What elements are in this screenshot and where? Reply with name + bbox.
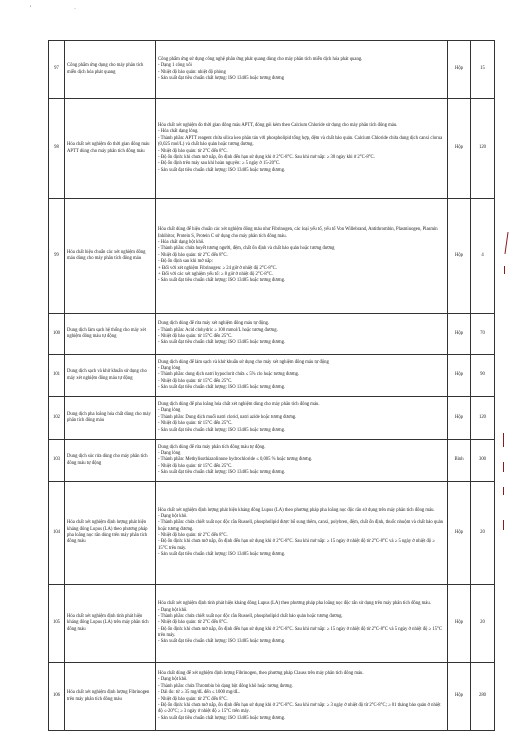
description-line: - Sản xuất đạt tiêu chuẩn chất lượng: ISO 13485 hoặc tương đương. [158, 340, 286, 346]
description-line: - Độ ổn định: khi chưa mở nắp, ổn định đến hạn sử dụng khi ở 2°C-8°C. Sau khi mở nắp: ≥ 30 ngày khi ở 2°C-8°C. [158, 154, 375, 160]
description-line: Dung dịch dùng để rửa máy phân tích đông máu tự động. [158, 444, 266, 450]
product-name: Hóa chất xét nghiệm định lượng Fibrinogen trên máy phân tích đông máu [65, 663, 156, 731]
row-number: 103 [49, 440, 65, 482]
description-line: - Thành phần: APTT reagent chứa silica keo phân tán với phospholipid tổng hợp, đệm và chất bảo quản. Calcium Chloride chứa dung dịch canxi clorua (0,025 mol/L) và chất bảo quản hoặc tương đương. [158, 135, 443, 148]
table-row [49, 585, 495, 663]
table-row [49, 355, 495, 397]
row-number: 105 [49, 585, 65, 663]
description-line: - Dạng lỏng [158, 365, 181, 371]
description-line: - Sản xuất đạt tiêu chuẩn chất lượng: ISO 13485 hoặc tương đương. [158, 427, 286, 433]
quantity-cell: 70 [471, 314, 495, 355]
table-row [49, 199, 495, 314]
description-line: - Nhiệt độ bảo quản: từ 2°C đến 8°C. [158, 620, 228, 626]
description-line: - Thành phần: chứa chiết xuất nọc độc rắn Russell, phospholipid được bổ sung thêm, canxi, polybren, đệm, chất ổn định, thuốc nhuộm và chất bảo quản hoặc tương đương. [158, 520, 444, 532]
unit-cell: Hộp [448, 199, 471, 314]
margin-stroke [504, 232, 508, 254]
unit-cell: Bình [448, 440, 471, 482]
description-line: - Nhiệt độ bảo quản: từ 15°C đến 25°C. [158, 378, 233, 384]
product-description [156, 99, 448, 199]
description-line: - Độ ổn định: khi chưa mở nắp, ổn định đến hạn sử dụng khi ở 2°C-8°C. Sau khi mở nắp: ≥ 3 ngày ở nhiệt độ từ 2°C-8°C; ≥ 01 tháng bảo quản ở nhiệt độ ≤-20°C; ≥ 3 ngày ở nhiệt độ ≥ 15°C trên máy. [158, 702, 441, 715]
description-line: - Dạng bột khô. [158, 607, 188, 613]
margin-stroke [503, 520, 504, 530]
description-line: Hóa chất xét nghiệm đo thời gian đông máu APTT, đóng gói kèm theo Calcium Chloride sử dụng cho máy phân tích đông máu. [158, 123, 398, 129]
description-line: - Dạng 1 công xôi [158, 63, 192, 69]
row-number: 101 [49, 355, 65, 397]
description-line: - Thành phần: Dung dịch muối natri clorid, natri azide hoặc tương đương. [158, 414, 297, 420]
unit-cell: Hộp [448, 41, 471, 99]
table-row [49, 41, 495, 99]
description-line: Dung dịch dùng để pha loãng hóa chất xét nghiệm dùng cho máy phân tích đông máu. [158, 402, 320, 408]
description-line: - Độ ổn định trên máy sau khi hoàn nguyên: ≥ 5 ngày ở 15-20°C. [158, 161, 281, 167]
product-name: Hóa chất xét nghiệm định tính phát hiện kháng đông Lupus (LA) trên máy phân tích đông máu [65, 585, 156, 663]
description-line: - Độ ổn định: khi chưa mở nắp, ổn định đến hạn sử dụng khi ở 2°C-8°C. Sau khi mở nắp: ≥ 15 ngày ở nhiệt độ từ 2°C-8°C và 5 ngày ở nhiệt độ ≥ 15°C trên máy. [158, 626, 442, 639]
description-line: - Dạng lỏng [158, 450, 181, 456]
description-line: - Sản xuất đạt tiêu chuẩn chất lượng: ISO 13485 hoặc tương đương. [158, 639, 286, 645]
description-line: - Nhiệt độ bảo quản: từ 15°C đến 25°C. [158, 463, 233, 469]
description-line: + Đối với xét nghiệm Fibrinogen: ≥ 24 giờ ở nhiệt độ 2°C-8°C. [158, 265, 277, 271]
specification-table [48, 40, 495, 731]
corner-mark-right: · [74, 6, 76, 12]
quantity-cell: 4 [471, 199, 495, 314]
description-line: - Nhiệt độ bảo quản: nhiệt độ phòng [158, 69, 226, 75]
margin-stroke [503, 487, 504, 495]
description-line: - Nhiệt độ bảo quản: từ 2°C đến 8°C. [158, 533, 228, 538]
quantity-cell: 20 [471, 482, 495, 585]
description-line: - Sản xuất đạt tiêu chuẩn chất lượng: ISO 13485 hoặc tương đương. [158, 278, 286, 284]
description-line: Hóa chất dùng để hiệu chuẩn các xét nghiệm đông máu như Fibrinogen, các loại yếu tố, yếu tố Von Willebrand, Antithrombin, Plasminogen, Plasmin Inhibitor, Protein S, Protein C sử dụng cho máy phân tích đông máu. [158, 227, 438, 239]
unit-cell: Hộp [448, 482, 471, 585]
description-line: - Thành phần: dung dịch natri hypoclorit chứa ≤ 5% clo hoặc tương đương. [158, 372, 300, 378]
description-line: - Nhiệt độ bảo quản: từ 2°C đến 8°C. [158, 252, 228, 258]
product-description [156, 663, 448, 731]
description-line: - Nhiệt độ bảo quản: từ 15°C đến 25°C. [158, 334, 233, 339]
product-name: Hóa chất xét nghiệm đo thời gian đông máu APTT dùng cho máy phân tích đông máu [65, 99, 156, 199]
product-name: Dung dịch làm sạch hệ thống cho máy xét nghiệm đông máu tự động [65, 314, 156, 355]
quantity-cell: 20 [471, 585, 495, 663]
product-name: Dung dịch pha loãng hóa chất dùng cho máy phân tích đông máu [65, 397, 156, 440]
corner-mark-left: ' [30, 6, 32, 12]
product-name: Hóa chất hiệu chuẩn các xét nghiệm đông máu dùng cho máy phân tích đông máu [65, 199, 156, 314]
product-name: Dung dịch súc rửa dùng cho máy phân tích đông máu tự động [65, 440, 156, 482]
description-line: - Sản xuất đạt tiêu chuẩn chất lượng: ISO 13485 hoặc tương đương. [158, 470, 286, 476]
unit-cell: Hộp [448, 314, 471, 355]
table-row [49, 314, 495, 355]
product-description [156, 199, 448, 314]
quantity-cell: 280 [471, 663, 495, 731]
table-row [49, 482, 495, 585]
margin-marks [500, 0, 530, 743]
product-description [156, 314, 448, 355]
unit-cell: Hộp [448, 355, 471, 397]
table-row [49, 440, 495, 482]
margin-stroke [503, 462, 504, 472]
description-line: - Dạng bột khô. [158, 513, 188, 519]
description-line: - Thành phần: chứa Thrombin bò dạng bột đông khô hoặc tương đương. [158, 683, 293, 689]
description-line: Công phẩm ứng sử dụng công nghệ phân ứng phát quang dùng cho máy phân tích miễn dịch hóa phát quang. [158, 56, 363, 62]
product-description [156, 585, 448, 663]
quantity-cell: 120 [471, 397, 495, 440]
row-number: 102 [49, 397, 65, 440]
description-line: + Đối với các xét nghiệm yếu tố: ≥ 8 giờ ở nhiệt độ 2°C-8°C. [158, 271, 273, 277]
table-body [49, 41, 495, 731]
product-description [156, 440, 448, 482]
product-description [156, 482, 448, 585]
table-row [49, 397, 495, 440]
description-line: - Độ ổn định: khi chưa mở nắp, ổn định đến hạn sử dụng khi ở 2°C-8°C. Sau khi mở nắp: ≥ 15 ngày ở nhiệt độ từ 2°C-8°C và ≥ 5 ngày ở nhiệt độ ≥ 15°C trên máy. [158, 539, 435, 551]
description-line: - Dạng lỏng [158, 408, 181, 414]
quantity-cell: 120 [471, 99, 495, 199]
quantity-cell: 15 [471, 41, 495, 99]
row-number: 100 [49, 314, 65, 355]
unit-cell: Hộp [448, 99, 471, 199]
description-line: Hóa chất dùng để xét nghiệm định lượng Fibrinogen, theo phương pháp Clauss trên máy phân tích đông máu. [158, 671, 364, 677]
description-line: Dung dịch dùng để làm sạch và khử khuẩn sử dụng cho máy xét nghiệm đông máu tự động [158, 359, 329, 365]
margin-stroke [503, 433, 504, 447]
unit-cell: Hộp [448, 663, 471, 731]
product-name: Hóa chất xét nghiệm định lượng phát hiện kháng đông Lupus (LA) theo phương pháp pha loãng nọc rắn dùng trên máy phân tích đông máu [65, 482, 156, 585]
description-line: - Sản xuất đạt tiêu chuẩn chất lượng: ISO 13485 hoặc tương đương. [158, 385, 286, 391]
row-number: 99 [49, 199, 65, 314]
product-name: Dung dịch sạch và khử khuẩn sử dụng cho máy xét nghiệm đông máu tự động [65, 355, 156, 397]
product-description [156, 355, 448, 397]
product-name: Công phẩm ứng dụng cho máy phân tích miễn dịch hóa phát quang [65, 41, 156, 99]
description-line: - Thành phần: chứa chiết xuất nọc độc rắn Russell, phospholipid chất bảo quản hoặc tương đương. [158, 613, 343, 619]
row-number: 106 [49, 663, 65, 731]
description-line: - Sản xuất đạt tiêu chuẩn chất lượng: ISO 13485 hoặc tương đương [158, 75, 284, 81]
description-line: - Thành phần: chứa huyết tương người, đệm, chất ổn định và chất bảo quản hoặc tương đương [158, 246, 335, 252]
unit-cell: Hộp [448, 397, 471, 440]
row-number: 97 [49, 41, 65, 99]
description-line: - Sản xuất đạt tiêu chuẩn chất lượng: ISO 13485 hoặc tương đương. [158, 715, 286, 721]
description-line: Hóa chất xét nghiệm định tính phát hiện kháng đông Lupus (LA) theo phương pháp pha loãng nọc độc rắn sử dụng trên máy phân tích đông máu. [158, 601, 431, 607]
product-description [156, 397, 448, 440]
description-line: - Dải đo: từ ≥ 35 mg/dL đến ≤ 1000 mg/dL. [158, 690, 240, 696]
description-line: - Dạng bột khô. [158, 677, 188, 683]
description-line: - Nhiệt độ bảo quản: từ 15°C đến 25°C. [158, 421, 233, 427]
description-line: - Nhiệt độ bảo quản: từ 2°C đến 8°C. [158, 696, 228, 702]
table-row [49, 99, 495, 199]
quantity-cell: 300 [471, 440, 495, 482]
unit-cell: Hộp [448, 585, 471, 663]
description-line: - Thành phần: Acid clohydric ≥ 100 mmol/L hoặc tương đương. [158, 327, 278, 333]
row-number: 104 [49, 482, 65, 585]
description-line: - Nhiệt độ bảo quản: từ 2°C đến 8°C. [158, 148, 228, 154]
table-row [49, 663, 495, 731]
description-line: - Hóa chất dạng bột khô. [158, 240, 205, 246]
margin-stroke [504, 266, 505, 274]
description-line: - Hóa chất dạng lỏng. [158, 129, 199, 135]
quantity-cell: 90 [471, 355, 495, 397]
description-line: - Thành phần: Methylisothiazolinone hydrochloride ≤ 0,005 % hoặc tương đương. [158, 457, 313, 463]
product-description [156, 41, 448, 99]
row-number: 98 [49, 99, 65, 199]
description-line: Dung dịch dùng để rửa máy xét nghiệm đông máu tự động. [158, 321, 270, 327]
description-line: - Sản xuất đạt tiêu chuẩn chất lượng: ISO 13485 hoặc tương đương. [158, 167, 286, 173]
description-line: - Độ ổn định sau khi mở nắp: [158, 259, 213, 265]
description-line: - Sản xuất đạt tiêu chuẩn chất lượng: ISO 13485 hoặc tương đương. [158, 552, 286, 558]
description-line: Hóa chất xét nghiệm định lượng phát hiện kháng đông Lupus (LA) theo phương pháp pha loãng nọc độc rắn sử dụng trên máy phân tích đông máu. [158, 507, 435, 513]
